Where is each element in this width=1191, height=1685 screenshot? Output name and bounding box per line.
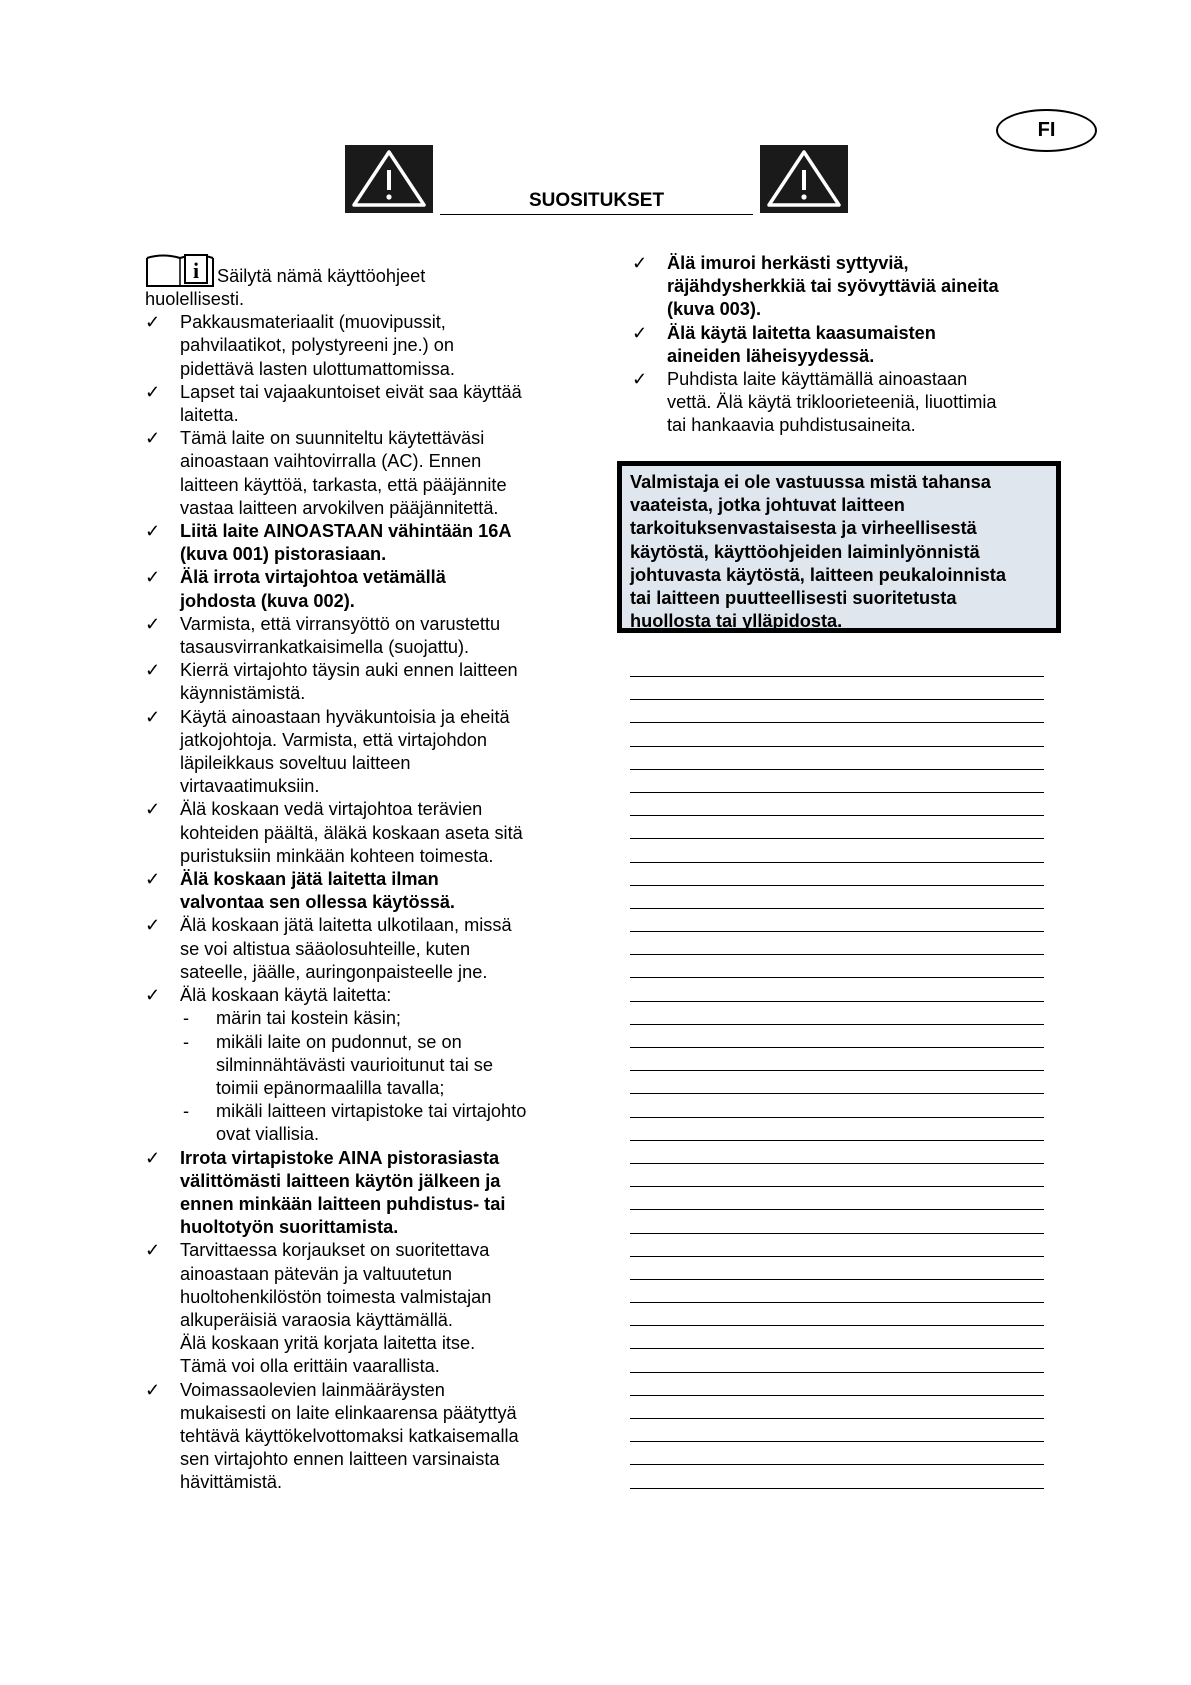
list-item-line: räjähdysherkkiä tai syövyttäviä aineita	[667, 276, 999, 297]
note-line	[630, 1279, 1044, 1302]
check-icon: ✓	[145, 521, 161, 542]
left-column	[145, 252, 575, 1495]
note-line	[630, 1256, 1044, 1279]
notes-lines	[630, 676, 1044, 1511]
list-item	[632, 368, 1077, 438]
list-item-line: Käytä ainoastaan hyväkuntoisia ja eheitä	[180, 706, 510, 727]
note-line	[630, 815, 1044, 838]
note-line	[630, 1140, 1044, 1163]
note-line	[630, 1047, 1044, 1070]
list-item-line: sateelle, jäälle, auringonpaisteelle jne.	[180, 961, 488, 982]
note-line	[630, 1209, 1044, 1232]
list-item-line: Älä irrota virtajohtoa vetämällä	[180, 567, 446, 588]
list-item-line: johdosta (kuva 002).	[180, 590, 355, 611]
check-icon: ✓	[145, 706, 161, 727]
note-line	[630, 1001, 1044, 1024]
intro-line: Säilytä nämä käyttöohjeet	[217, 265, 426, 286]
list-item-line: alkuperäisiä varaosia käyttämällä.	[180, 1309, 453, 1330]
check-icon: ✓	[145, 915, 161, 936]
list-item-line: Irrota virtapistoke AINA pistorasiasta	[180, 1147, 500, 1168]
list-item-line: Älä koskaan yritä korjata laitetta itse.	[180, 1333, 476, 1354]
note-line	[630, 1163, 1044, 1186]
check-icon: ✓	[145, 312, 161, 333]
note-line	[630, 1488, 1044, 1511]
list-item	[632, 322, 1077, 368]
check-icon: ✓	[145, 1379, 161, 1400]
list-item	[145, 520, 575, 566]
list-item-line: pidettävä lasten ulottumattomissa.	[180, 358, 455, 379]
list-item	[145, 1147, 575, 1240]
sub-list-item-line: mikäli laite on pudonnut, se on	[216, 1031, 462, 1052]
list-item-line: puristuksiin minkään kohteen toimesta.	[180, 845, 494, 866]
list-item-line: Tarvittaessa korjaukset on suoritettava	[180, 1240, 490, 1261]
check-icon: ✓	[145, 1240, 161, 1261]
note-line	[630, 1325, 1044, 1348]
list-item-line: tasausvirrankatkaisimella (suojattu).	[180, 637, 470, 658]
intro-line: huolellisesti.	[145, 289, 245, 309]
note-line	[630, 1093, 1044, 1116]
list-item-line: laitetta.	[180, 405, 239, 426]
note-line	[630, 885, 1044, 908]
list-item-line: Liitä laite AINOASTAAN vähintään 16A	[180, 521, 512, 542]
list-item-line: tehtävä käyttökelvottomaksi katkaisemalla	[180, 1425, 519, 1446]
list-item-line: laitteen käyttöä, tarkasta, että pääjännite	[180, 474, 507, 495]
list-item	[145, 914, 575, 984]
dash-bullet: -	[183, 1008, 190, 1029]
check-icon: ✓	[145, 985, 161, 1006]
list-item-line: läpileikkaus soveltuu laitteen	[180, 753, 411, 774]
check-icon: ✓	[632, 253, 648, 273]
list-item-line: pahvilaatikot, polystyreeni jne.) on	[180, 335, 454, 356]
list-item	[145, 613, 575, 659]
note-line	[630, 1395, 1044, 1418]
list-item-line: (kuva 003).	[667, 299, 762, 320]
list-item-line: se voi altistua sääolosuhteille, kuten	[180, 938, 471, 959]
note-line	[630, 1464, 1044, 1487]
list-item-line: Tämä voi olla erittäin vaarallista.	[180, 1356, 440, 1377]
list-item-line: jatkojohtoja. Varmista, että virtajohdon	[180, 729, 487, 750]
note-line	[630, 1418, 1044, 1441]
list-item-line: Älä koskaan jätä laitetta ulkotilaan, missä	[180, 915, 512, 936]
list-item	[145, 706, 575, 799]
sub-list-item-line: silminnähtävästi vaurioitunut tai se	[216, 1054, 493, 1075]
list-item	[145, 1379, 575, 1495]
list-item-line: valvontaa sen ollessa käytössä.	[180, 892, 455, 913]
note-line	[630, 1302, 1044, 1325]
list-item-line: huoltohenkilöstön toimesta valmistajan	[180, 1286, 492, 1307]
disclaimer-line: tai laitteen puutteellisesti suoritetusta	[630, 588, 957, 609]
check-icon: ✓	[632, 322, 648, 343]
note-line	[630, 931, 1044, 954]
note-line	[630, 1117, 1044, 1140]
check-icon: ✓	[145, 1147, 161, 1168]
note-line	[630, 1070, 1044, 1093]
note-line	[630, 676, 1044, 699]
language-badge: FI	[996, 109, 1097, 152]
disclaimer-line: Valmistaja ei ole vastuussa mistä tahansa	[630, 472, 991, 492]
check-icon: ✓	[145, 381, 161, 402]
list-item-line: Pakkausmateriaalit (muovipussit,	[180, 312, 446, 333]
disclaimer-line: tarkoituksenvastaisesta ja virheellisestä	[630, 518, 977, 539]
list-item	[145, 427, 575, 520]
list-item-line: Tämä laite on suunniteltu käytettäväsi	[180, 428, 485, 449]
list-item-line: tai hankaavia puhdistusaineita.	[667, 415, 916, 436]
list-item-line: Lapset tai vajaakuntoiset eivät saa käyttää	[180, 381, 522, 402]
list-item-line: Puhdista laite käyttämällä ainoastaan	[667, 369, 968, 390]
note-line	[630, 1372, 1044, 1395]
note-line	[630, 769, 1044, 792]
note-line	[630, 1441, 1044, 1464]
note-line	[630, 977, 1044, 1000]
info-book-icon	[145, 252, 215, 288]
note-line	[630, 908, 1044, 931]
page-title: SUOSITUKSET	[440, 190, 753, 215]
sub-list-item-line: mikäli laitteen virtapistoke tai virtajohto	[216, 1101, 527, 1122]
note-line	[630, 792, 1044, 815]
sub-list-item	[145, 1007, 575, 1030]
sub-list	[145, 1007, 575, 1146]
intro	[145, 252, 575, 311]
note-line	[630, 1348, 1044, 1371]
list-item-line: kohteiden päältä, äläkä koskaan aseta sitä	[180, 822, 523, 843]
list-item-line: Älä imuroi herkästi syttyviä,	[667, 253, 909, 273]
disclaimer-line: huollosta tai ylläpidosta.	[630, 611, 843, 632]
list-item	[145, 868, 575, 914]
note-line	[630, 1186, 1044, 1209]
note-line	[630, 746, 1044, 769]
check-icon: ✓	[632, 369, 648, 390]
bullet-list	[145, 311, 575, 1007]
list-item-line: Kierrä virtajohto täysin auki ennen laitteen	[180, 660, 518, 681]
sub-list-item-line: ovat viallisia.	[216, 1124, 320, 1145]
warning-triangle-icon	[760, 145, 848, 213]
list-item-line: mukaisesti on laite elinkaarensa päätyttyä	[180, 1402, 517, 1423]
sub-list-item	[145, 1031, 575, 1101]
list-item-line: ennen minkään laitteen puhdistus- tai	[180, 1193, 506, 1214]
list-item	[145, 311, 575, 381]
list-item-line: välittömästi laitteen käytön jälkeen ja	[180, 1170, 501, 1191]
list-item	[632, 252, 1077, 322]
list-item-line: sen virtajohto ennen laitteen varsinaista	[180, 1449, 500, 1470]
dash-bullet: -	[183, 1031, 190, 1052]
list-item-line: Voimassaolevien lainmääräysten	[180, 1379, 445, 1400]
list-item-line: vastaa laitteen arvokilven pääjännitettä.	[180, 497, 499, 518]
disclaimer-line: käytöstä, käyttöohjeiden laiminlyönnistä	[630, 541, 980, 562]
list-item-line: Älä koskaan käytä laitetta:	[180, 985, 392, 1006]
check-icon: ✓	[145, 613, 161, 634]
sub-list-item	[145, 1100, 575, 1146]
list-item-line: Älä koskaan vedä virtajohtoa terävien	[180, 799, 483, 820]
list-item-line: ainoastaan pätevän ja valtuutetun	[180, 1263, 453, 1284]
bullet-list	[145, 1147, 575, 1495]
check-icon: ✓	[145, 660, 161, 681]
list-item-line: virtavaatimuksiin.	[180, 776, 320, 797]
check-icon: ✓	[145, 567, 161, 588]
note-line	[630, 1024, 1044, 1047]
note-line	[630, 838, 1044, 861]
list-item	[145, 798, 575, 868]
list-item-line: (kuva 001) pistorasiaan.	[180, 544, 387, 565]
disclaimer-line: johtuvasta käytöstä, laitteen peukaloinnista	[630, 564, 1006, 585]
svg-text:i: i	[192, 258, 200, 283]
sub-list-item-line: märin tai kostein käsin;	[216, 1008, 401, 1029]
dash-bullet: -	[183, 1101, 190, 1122]
note-line	[630, 1233, 1044, 1256]
check-icon: ✓	[145, 799, 161, 820]
list-item-line: Varmista, että virransyöttö on varustettu	[180, 613, 501, 634]
list-item-line: Älä käytä laitetta kaasumaisten	[667, 322, 936, 343]
list-item	[145, 659, 575, 705]
list-item-line: hävittämistä.	[180, 1472, 283, 1493]
note-line	[630, 699, 1044, 722]
list-item-line: ainoastaan vaihtovirralla (AC). Ennen	[180, 451, 482, 472]
bullet-list	[632, 252, 1077, 438]
list-item	[145, 984, 575, 1007]
list-item-line: aineiden läheisyydessä.	[667, 345, 875, 366]
sub-list-item-line: toimii epänormaalilla tavalla;	[216, 1077, 445, 1098]
list-item-line: käynnistämistä.	[180, 683, 306, 704]
list-item	[145, 381, 575, 427]
disclaimer-box	[617, 461, 1061, 633]
right-column	[632, 252, 1077, 438]
check-icon: ✓	[145, 428, 161, 449]
list-item-line: huoltotyön suorittamista.	[180, 1217, 399, 1238]
check-icon: ✓	[145, 869, 161, 890]
warning-triangle-icon	[345, 145, 433, 213]
list-item-line: vettä. Älä käytä trikloorieteeniä, liuottimia	[667, 392, 997, 413]
list-item-line: Älä koskaan jätä laitetta ilman	[180, 869, 439, 890]
list-item	[145, 1239, 575, 1378]
list-item	[145, 566, 575, 612]
disclaimer-line: vaateista, jotka johtuvat laitteen	[630, 495, 905, 516]
note-line	[630, 954, 1044, 977]
note-line	[630, 862, 1044, 885]
note-line	[630, 722, 1044, 745]
